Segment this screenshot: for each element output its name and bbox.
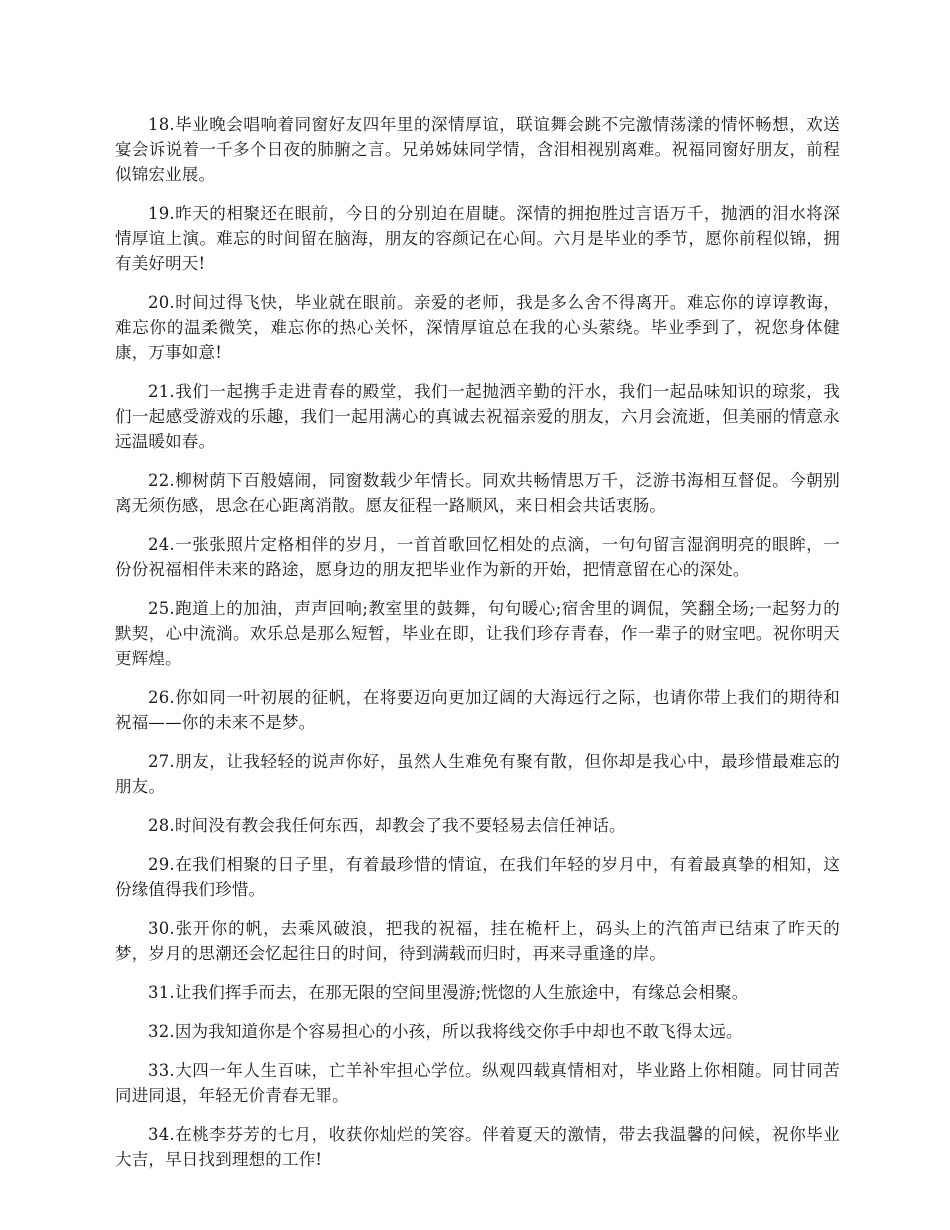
paragraph-30: 30.张开你的帆，去乘风破浪，把我的祝福，挂在桅杆上，码头上的汽笛声已结束了昨天的梦，岁月的思潮还会忆起往日的时间，待到满载而归时，再来寻重逢的岸。 <box>115 919 840 963</box>
document-page <box>115 112 840 1186</box>
paragraph-34: 34.在桃李芬芳的七月，收获你灿烂的笑容。伴着夏天的激情，带去我温馨的问候，祝你毕业大吉，早日找到理想的工作! <box>115 1125 840 1169</box>
paragraph-26: 26.你如同一叶初展的征帆，在将要迈向更加辽阔的大海远行之际，也请你带上我们的期待和祝福——你的未来不是梦。 <box>115 688 840 732</box>
paragraph-27: 27.朋友，让我轻轻的说声你好，虽然人生难免有聚有散，但你却是我心中，最珍惜最难忘的朋友。 <box>115 752 840 796</box>
paragraph-22: 22.柳树荫下百般嬉闹，同窗数载少年情长。同欢共畅情思万千，泛游书海相互督促。今朝别离无须伤感，思念在心距离消散。愿友征程一路顺风，来日相会共话衷肠。 <box>115 471 840 515</box>
paragraph-25: 25.跑道上的加油，声声回响;教室里的鼓舞，句句暖心;宿舍里的调侃，笑翻全场;一起努力的默契，心中流淌。欢乐总是那么短暂，毕业在即，让我们珍存青春，作一辈子的财宝吧。祝你明天更辉煌。 <box>115 599 840 668</box>
paragraph-20: 20.时间过得飞快，毕业就在眼前。亲爱的老师，我是多么舍不得离开。难忘你的谆谆教诲，难忘你的温柔微笑，难忘你的热心关怀，深情厚谊总在我的心头萦绕。毕业季到了，祝您身体健康，万事如意! <box>115 293 840 362</box>
paragraph-19: 19.昨天的相聚还在眼前，今日的分别迫在眉睫。深情的拥抱胜过言语万千，抛洒的泪水将深情厚谊上演。难忘的时间留在脑海，朋友的容颜记在心间。六月是毕业的季节，愿你前程似锦，拥有美好明天! <box>115 204 840 273</box>
paragraph-32: 32.因为我知道你是个容易担心的小孩，所以我将线交你手中却也不敢飞得太远。 <box>148 1022 743 1041</box>
paragraph-24: 24.一张张照片定格相伴的岁月，一首首歌回忆相处的点滴，一句句留言湿润明亮的眼眸，一份份祝福相伴未来的路途，愿身边的朋友把毕业作为新的开始，把情意留在心的深处。 <box>115 535 840 579</box>
paragraph-21: 21.我们一起携手走进青春的殿堂，我们一起抛洒辛勤的汗水，我们一起品味知识的琼浆，我们一起感受游戏的乐趣，我们一起用满心的真诚去祝福亲爱的朋友，六月会流逝，但美丽的情意永远温暖如春。 <box>115 382 840 451</box>
paragraph-28: 28.时间没有教会我任何东西，却教会了我不要轻易去信任神话。 <box>148 816 626 835</box>
paragraph-31: 31.让我们挥手而去，在那无限的空间里漫游;恍惚的人生旅途中，有缘总会相聚。 <box>148 983 749 1002</box>
paragraph-33: 33.大四一年人生百味，亡羊补牢担心学位。纵观四载真情相对，毕业路上你相随。同甘同苦同进同退，年轻无价青春无罪。 <box>115 1061 840 1105</box>
paragraph-18: 18.毕业晚会唱响着同窗好友四年里的深情厚谊，联谊舞会跳不完激情荡漾的情怀畅想，欢送宴会诉说着一千多个日夜的肺腑之言。兄弟姊妹同学情，含泪相视别离难。祝福同窗好朋友，前程似锦宏业展。 <box>115 115 840 184</box>
paragraph-29: 29.在我们相聚的日子里，有着最珍惜的情谊，在我们年轻的岁月中，有着最真挚的相知，这份缘值得我们珍惜。 <box>115 855 840 899</box>
